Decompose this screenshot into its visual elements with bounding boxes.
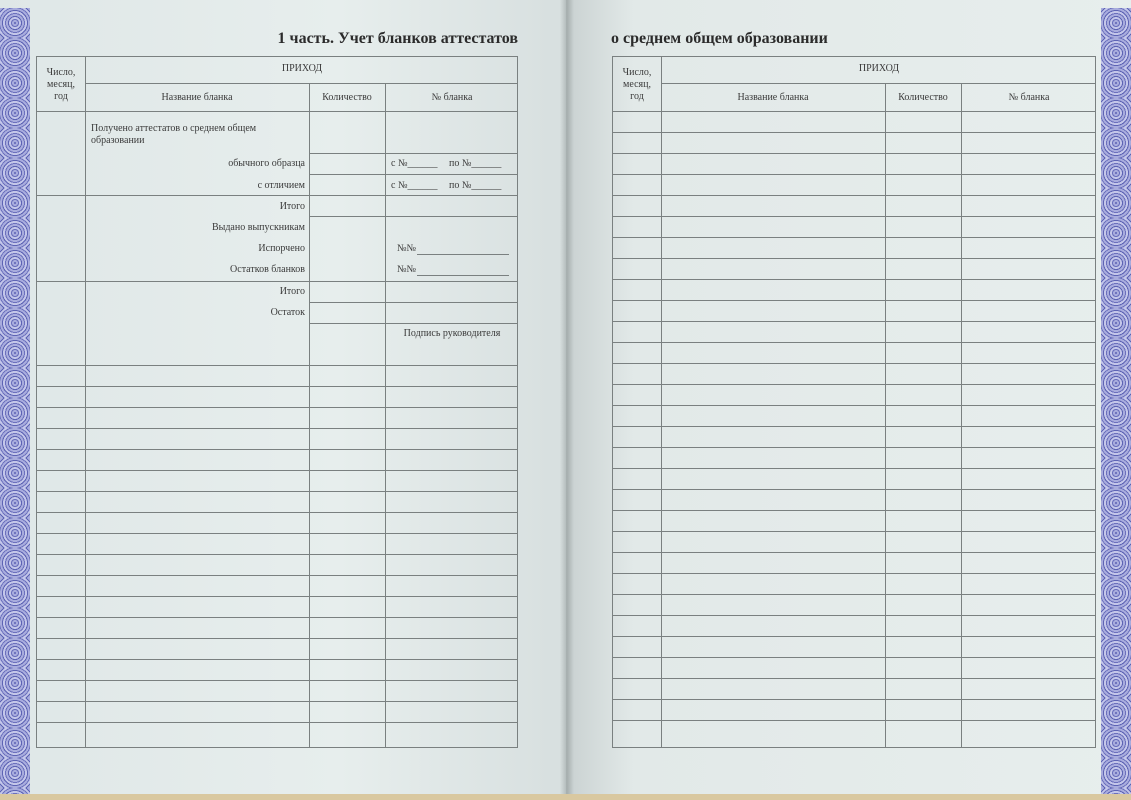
right-ledger-table <box>612 56 1096 748</box>
row-issued-label: Выдано выпускникам <box>211 222 305 233</box>
row-remaining-blanks-label: Остатков бланков <box>230 264 305 275</box>
book-spine-shadow <box>560 0 574 800</box>
row-total2-label: Итого <box>279 286 305 297</box>
spoiled-numbers: №№ <box>397 243 417 254</box>
form-number-header: № бланка <box>1008 92 1050 103</box>
form-name-header: Название бланка <box>737 92 809 103</box>
row-regular-label: обычного образца <box>228 158 305 169</box>
quantity-header: Количество <box>898 92 948 103</box>
form-number-header: № бланка <box>431 92 473 103</box>
row-spoiled-label: Испорчено <box>258 243 305 254</box>
bottom-edge <box>0 794 1131 800</box>
range-from-regular: с №______ <box>391 158 438 169</box>
quantity-header: Количество <box>322 92 372 103</box>
date-column-header: Число, месяц, год <box>622 67 652 102</box>
remaining-numbers: №№ <box>397 264 417 275</box>
row-remainder-label: Остаток <box>270 307 305 318</box>
row-total1-label: Итого <box>279 201 305 212</box>
income-group-header: ПРИХОД <box>281 63 323 74</box>
row-honors-label: с отличием <box>257 180 305 191</box>
range-from-honors: с №______ <box>391 180 438 191</box>
form-name-header: Название бланка <box>161 92 233 103</box>
date-column-header: Число, месяц, год <box>46 67 76 102</box>
right-page-title: о среднем общем образовании <box>611 30 828 47</box>
income-group-header: ПРИХОД <box>858 63 900 74</box>
left-ledger-table <box>36 56 518 748</box>
left-ornament-border <box>0 8 30 794</box>
received-label: Получено аттестатов о среднем общем образовании <box>91 123 257 146</box>
right-ornament-border <box>1101 8 1131 794</box>
right-page <box>566 0 1131 800</box>
range-to-regular: по №______ <box>449 158 502 169</box>
signature-label: Подпись руководителя <box>403 328 501 339</box>
range-to-honors: по №______ <box>449 180 502 191</box>
left-page-title: 1 часть. Учет бланков аттестатов <box>277 30 518 47</box>
